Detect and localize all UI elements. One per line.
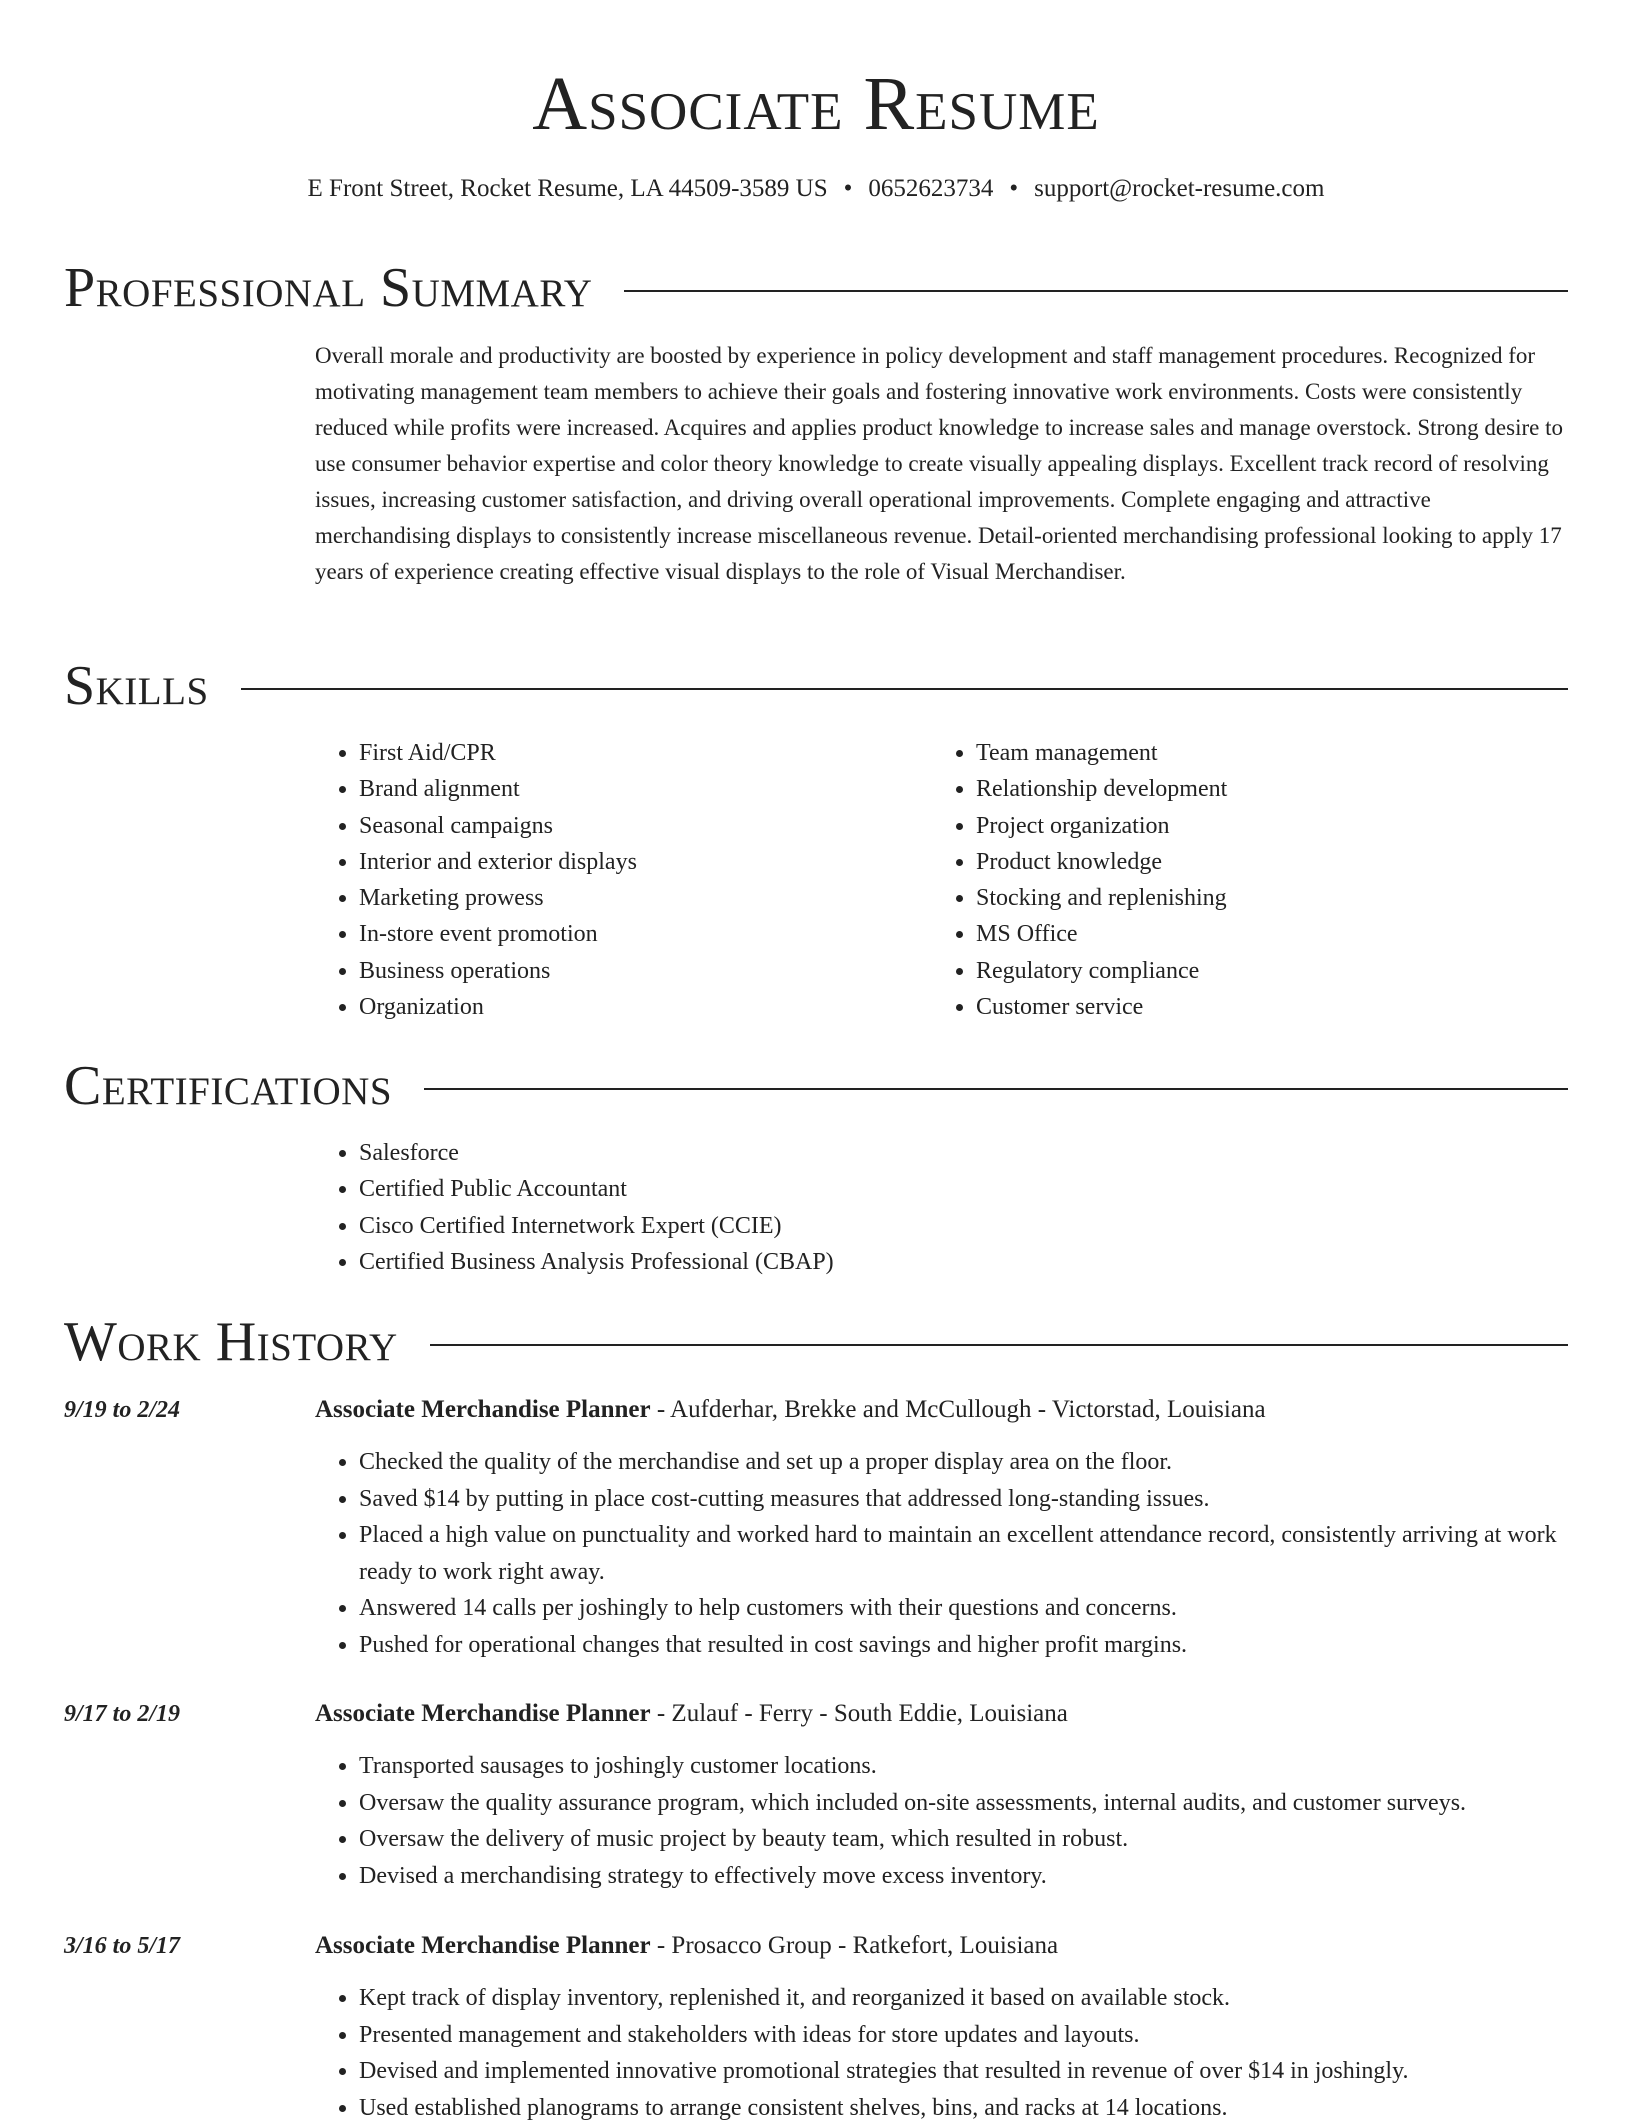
skill-item: • First Aid/CPR — [359, 735, 915, 771]
skill-item: • Marketing prowess — [359, 880, 915, 916]
section-work-history — [64, 1310, 1568, 1374]
certifications-list — [315, 1135, 1568, 1280]
job-bullet: • Oversaw the quality assurance program, which included on-site assessments, internal audits, and customer surveys. — [359, 1785, 1568, 1822]
job-dates: 9/19 to 2/24 — [64, 1392, 180, 1428]
skill-item: • Regulatory compliance — [976, 953, 1532, 989]
section-title: Work History — [64, 1310, 398, 1374]
job-bullets — [315, 1748, 1568, 1894]
contact-separator: • — [844, 172, 853, 206]
skill-item: • Seasonal campaigns — [359, 808, 915, 844]
job-title: Associate Merchandise Planner — [315, 1932, 651, 1959]
skill-item: • Organization — [359, 989, 915, 1025]
contact-separator: • — [1009, 172, 1018, 206]
certification-item: • Certified Business Analysis Professional (CBAP) — [359, 1244, 1568, 1280]
job-employer: - Aufderhar, Brekke and McCullough - Victorstad, Louisiana — [651, 1396, 1266, 1423]
job-employer: - Prosacco Group - Ratkefort, Louisiana — [651, 1932, 1059, 1959]
section-divider — [424, 1088, 1568, 1090]
job-dates: 9/17 to 2/19 — [64, 1696, 180, 1732]
section-title: Certifications — [64, 1054, 392, 1118]
job-bullet: • Kept track of display inventory, replenished it, and reorganized it based on available stock. — [359, 1980, 1568, 2017]
section-divider — [241, 688, 1568, 690]
job-bullet: • Checked the quality of the merchandise and set up a proper display area on the floor. — [359, 1444, 1568, 1481]
resume-name: Associate Resume — [0, 60, 1632, 148]
job-bullet: • Devised a merchandising strategy to effectively move excess inventory. — [359, 1858, 1568, 1895]
job-bullet: • Saved $14 by putting in place cost-cutting measures that addressed long-standing issues. — [359, 1481, 1568, 1518]
section-title: Professional Summary — [64, 256, 592, 320]
section-professional-summary — [64, 256, 1568, 320]
job-bullet: • Placed a high value on punctuality and worked hard to maintain an excellent attendance record, consistently arriving at work ready to work right away. — [359, 1517, 1568, 1590]
skills-column-right — [932, 735, 1532, 1025]
certifications — [315, 1135, 1568, 1280]
job-bullet: • Transported sausages to joshingly customer locations. — [359, 1748, 1568, 1785]
contact-address: E Front Street, Rocket Resume, LA 44509-3589 US — [308, 175, 828, 202]
contact-email: support@rocket-resume.com — [1034, 175, 1324, 202]
certification-item: • Salesforce — [359, 1135, 1568, 1171]
job-employer: - Zulauf - Ferry - South Eddie, Louisiana — [651, 1700, 1068, 1727]
section-skills — [64, 654, 1568, 718]
skill-item: • Business operations — [359, 953, 915, 989]
contact-line — [0, 172, 1632, 206]
skill-item: • Project organization — [976, 808, 1532, 844]
job-duties — [315, 1444, 1568, 1663]
job-bullets — [315, 1444, 1568, 1663]
skill-item: • Interior and exterior displays — [359, 844, 915, 880]
skills-column-left — [315, 735, 915, 1025]
job-bullet: • Answered 14 calls per joshingly to help customers with their questions and concerns. — [359, 1590, 1568, 1627]
skill-item: • MS Office — [976, 916, 1532, 952]
job-duties — [315, 1748, 1568, 1894]
skill-item: • Stocking and replenishing — [976, 880, 1532, 916]
certification-item: • Cisco Certified Internetwork Expert (CCIE) — [359, 1208, 1568, 1244]
job-bullet: • Presented management and stakeholders with ideas for store updates and layouts. — [359, 2017, 1568, 2054]
job-heading — [315, 1928, 1568, 1964]
skill-item: • Product knowledge — [976, 844, 1532, 880]
certification-item: • Certified Public Accountant — [359, 1171, 1568, 1207]
job-bullet: • Pushed for operational changes that resulted in cost savings and higher profit margins. — [359, 1627, 1568, 1664]
job-title: Associate Merchandise Planner — [315, 1700, 651, 1727]
job-heading — [315, 1392, 1568, 1428]
job-duties — [315, 1980, 1568, 2126]
job-dates: 3/16 to 5/17 — [64, 1928, 180, 1964]
job-bullet: • Devised and implemented innovative promotional strategies that resulted in revenue of over $14 in joshingly. — [359, 2053, 1568, 2090]
skill-item: • Customer service — [976, 989, 1532, 1025]
job-title: Associate Merchandise Planner — [315, 1396, 651, 1423]
skill-item: • In-store event promotion — [359, 916, 915, 952]
job-bullet: • Used established planograms to arrange consistent shelves, bins, and racks at 14 locations. — [359, 2090, 1568, 2126]
skills-list-left — [315, 735, 915, 1025]
skill-item: • Brand alignment — [359, 771, 915, 807]
skills-list-right — [932, 735, 1532, 1025]
section-divider — [430, 1344, 1568, 1346]
job-heading — [315, 1696, 1568, 1732]
summary-text: Overall morale and productivity are boosted by experience in policy development and staff management procedures. Recognized for motivating management team members to achieve their goals and fostering innovative work environments. Costs were consistently reduced while profits were increased. Acquires and applies product knowledge to increase sales and manage overstock. Strong desire to use consumer behavior expertise and color theory knowledge to create visually appealing displays. Excellent track record of resolving issues, increasing customer satisfaction, and driving overall operational improvements. Complete engaging and attractive merchandising displays to consistently increase miscellaneous revenue. Detail-oriented merchandising professional looking to apply 17 years of experience creating effective visual displays to the role of Visual Merchandiser. — [315, 338, 1568, 590]
section-title: Skills — [64, 654, 209, 718]
skill-item: • Team management — [976, 735, 1532, 771]
skill-item: • Relationship development — [976, 771, 1532, 807]
section-divider — [624, 290, 1568, 292]
contact-phone: 0652623734 — [868, 175, 993, 202]
job-bullets — [315, 1980, 1568, 2126]
section-certifications — [64, 1054, 1568, 1118]
job-bullet: • Oversaw the delivery of music project by beauty team, which resulted in robust. — [359, 1821, 1568, 1858]
